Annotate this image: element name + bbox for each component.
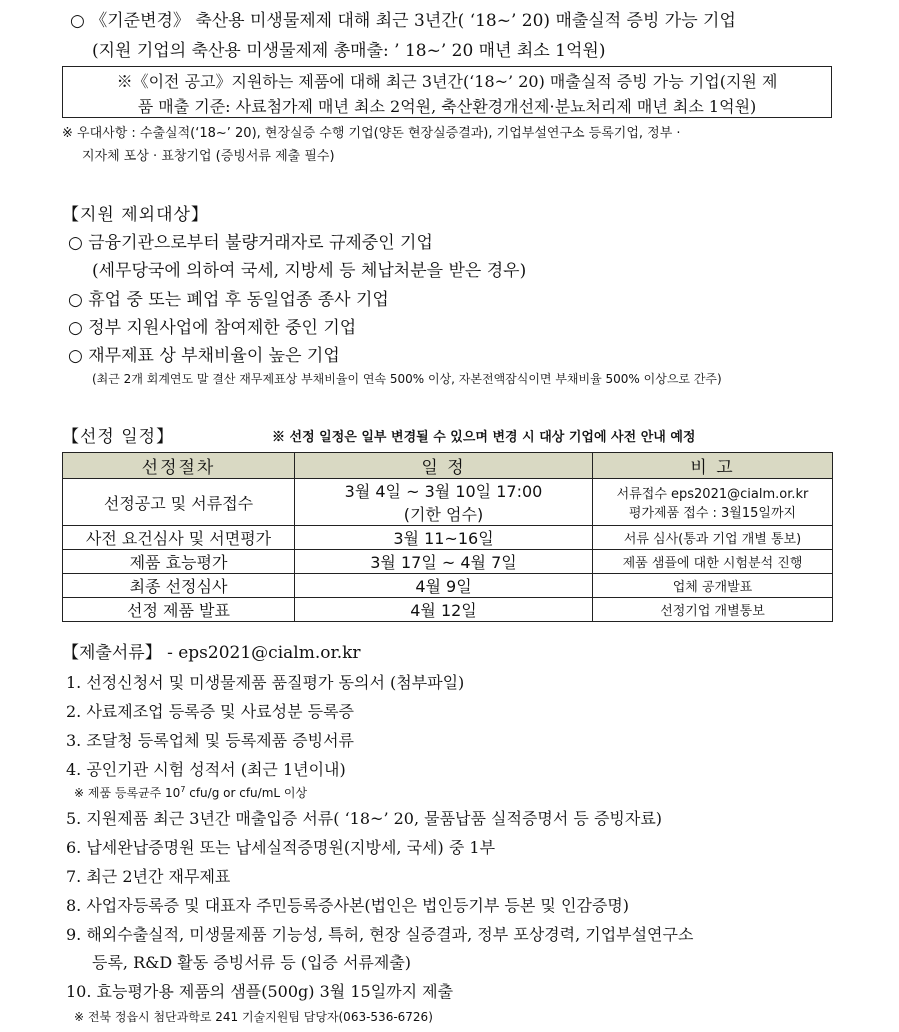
schedule-heading: 【선정 일정】	[62, 427, 175, 447]
document-item: 10. 효능평가용 제품의 샘플(500g) 3월 15일까지 제출	[66, 982, 454, 1001]
table-row	[63, 550, 833, 574]
date-cell: 3월 11~16일	[295, 526, 593, 550]
exclusion-item: ○ 휴업 중 또는 폐업 후 동일업종 종사 기업	[68, 290, 389, 310]
previous-notice-box	[62, 66, 832, 118]
date-cell: 4월 12일	[295, 598, 593, 622]
document-item: 7. 최근 2년간 재무제표	[66, 867, 231, 886]
note-cell: 업체 공개발표	[593, 574, 833, 598]
date-line: (기한 엄수)	[403, 505, 484, 524]
document-item: 4. 공인기관 시험 성적서 (최근 1년이내)	[66, 760, 346, 779]
note-line: 서류접수 eps2021@cialm.or.kr	[616, 487, 809, 502]
document-item: 5. 지원제품 최근 3년간 매출입증 서류( ‘18~’ 20, 물품납품 실적증명서 등 증빙자료)	[66, 809, 663, 828]
previous-notice-line2: 품 매출 기준: 사료첨가제 매년 최소 2억원, 축산환경개선제·분뇨처리제 매년 최소 1억원)	[137, 97, 757, 116]
exclusion-heading: 【지원 제외대상】	[62, 205, 209, 225]
note-cell	[593, 479, 833, 526]
table-row	[63, 479, 833, 526]
table-header-row	[63, 453, 833, 479]
note-cell: 서류 심사(통과 기업 개별 통보)	[593, 526, 833, 550]
document-item-continued: 등록, R&D 활동 증빙서류 등 (입증 서류제출)	[92, 953, 412, 972]
step-cell: 최종 선정심사	[63, 574, 295, 598]
step-cell: 선정공고 및 서류접수	[63, 479, 295, 526]
document-item: 6. 납세완납증명원 또는 납세실적증명원(지방세, 국세) 중 1부	[66, 838, 496, 857]
document-item: 3. 조달청 등록업체 및 등록제품 증빙서류	[66, 731, 354, 750]
exclusion-item: ○ 정부 지원사업에 참여제한 중인 기업	[68, 318, 357, 338]
strain-note-exponent: 7	[180, 785, 186, 794]
date-cell: 4월 9일	[295, 574, 593, 598]
preference-line2: 지자체 포상 · 표창기업 (증빙서류 제출 필수)	[82, 149, 335, 164]
exclusion-note: (최근 2개 회계연도 말 결산 재무제표상 부채비율이 연속 500% 이상, 자본전액잠식이면 부채비율 500% 이상으로 간주)	[92, 372, 722, 386]
document-item: 2. 사료제조업 등록증 및 사료성분 등록증	[66, 702, 354, 721]
exclusion-item: ○ 재무제표 상 부채비율이 높은 기업	[68, 346, 340, 366]
table-row	[63, 574, 833, 598]
document-item: 1. 선정신청서 및 미생물제품 품질평가 동의서 (첨부파일)	[66, 673, 465, 692]
date-line: 3월 4일 ~ 3월 10일 17:00	[344, 482, 543, 501]
criteria-changed-line1: ○ 《기준변경》 축산용 미생물제제 대해 최근 3년간( ‘18~’ 20) 매출실적 증빙 가능 기업	[70, 11, 736, 31]
preference-line1: ※ 우대사항 : 수출실적(‘18~’ 20), 현장실증 수행 기업(양돈 현장실증결과), 기업부설연구소 등록기업, 정부 ·	[62, 126, 681, 141]
note-cell: 선정기업 개별통보	[593, 598, 833, 622]
previous-notice-line1: ※《이전 공고》지원하는 제품에 대해 최근 3년간(‘18~’ 20) 매출실적 증빙 가능 기업(지원 제	[116, 72, 778, 91]
document-item: 9. 해외수출실적, 미생물제품 기능성, 특허, 현장 실증결과, 정부 포상경력, 기업부설연구소	[66, 925, 694, 944]
column-header-step: 선정절차	[63, 453, 295, 479]
column-header-date: 일 정	[295, 453, 593, 479]
contact-note: ※ 전북 정읍시 첨단과학로 241 기술지원팀 담당자(063-536-6726)	[74, 1010, 433, 1024]
step-cell: 사전 요건심사 및 서면평가	[63, 526, 295, 550]
strain-note-suffix: cfu/g or cfu/mL 이상	[185, 786, 308, 800]
date-cell	[295, 479, 593, 526]
documents-heading: 【제출서류】 - eps2021@cialm.or.kr	[62, 643, 361, 663]
note-line: 평가제품 접수 : 3월15일까지	[628, 506, 797, 521]
criteria-changed-line2: (지원 기업의 축산용 미생물제제 총매출: ’ 18~’ 20 매년 최소 1억원)	[92, 41, 606, 61]
step-cell: 제품 효능평가	[63, 550, 295, 574]
schedule-table	[62, 452, 833, 622]
table-row	[63, 526, 833, 550]
strain-note-prefix: ※ 제품 등록균주 10	[74, 786, 181, 800]
table-row	[63, 598, 833, 622]
date-cell: 3월 17일 ~ 4월 7일	[295, 550, 593, 574]
exclusion-item: (세무당국에 의하여 국세, 지방세 등 체납처분을 받은 경우)	[92, 261, 527, 281]
document-item: 8. 사업자등록증 및 대표자 주민등록증사본(법인은 법인등기부 등본 및 인감증명)	[66, 896, 630, 915]
strain-note	[74, 784, 307, 801]
note-cell: 제품 샘플에 대한 시험분석 진행	[593, 550, 833, 574]
exclusion-item: ○ 금융기관으로부터 불량거래자로 규제중인 기업	[68, 233, 433, 253]
step-cell: 선정 제품 발표	[63, 598, 295, 622]
column-header-note: 비 고	[593, 453, 833, 479]
schedule-note: ※ 선정 일정은 일부 변경될 수 있으며 변경 시 대상 기업에 사전 안내 예정	[272, 430, 696, 445]
